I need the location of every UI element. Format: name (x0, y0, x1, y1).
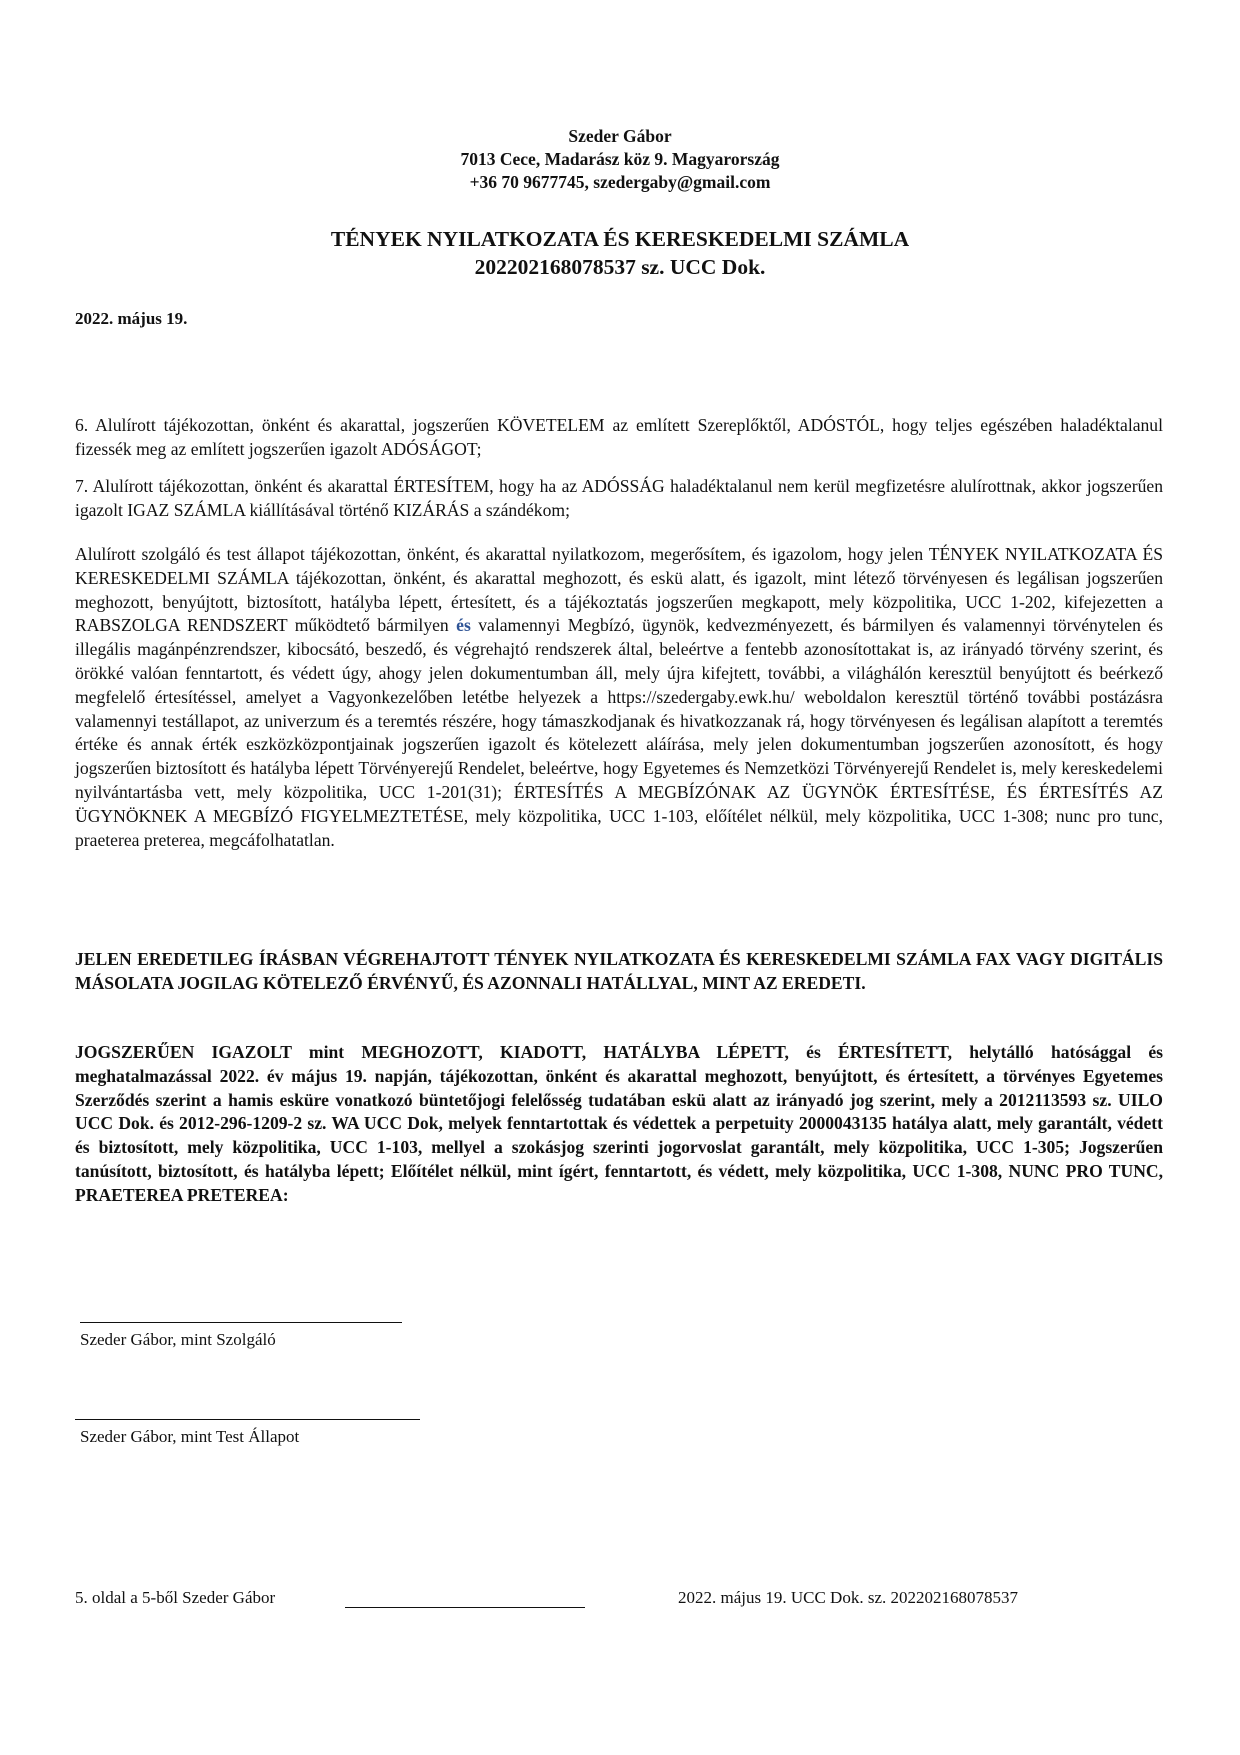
document-title (0, 225, 1240, 281)
footer-page-info: 5. oldal a 5-ből Szeder Gábor (75, 1588, 276, 1607)
certification-paragraph: JOGSZERŰEN IGAZOLT mint MEGHOZOTT, KIADOTT, HATÁLYBA LÉPETT, és ÉRTESÍTETT, helytálló hatósággal és meghatalmazással 2022. év május 19. napján, tájékozottan, önként és akarattal meghozott, benyújtott, és értesített, a törvényes Egyetemes Szerződés szerint a hamis esküre vonatkozó büntetőjogi felelősség tudatában eskü alatt az irányadó jog szerint, mely a 2012113593 sz. UILO UCC Dok. és 2012-296-1209-2 sz. WA UCC Dok, melyek fenntartottak és védettek a perpetuity 2000043135 hatálya alatt, mely garantált, védett és biztosított, mely közpolitika, UCC 1-103, mellyel a szokásjog szerinti jogorvoslat garantált, mely közpolitika, UCC 1-305; Jogszerűen tanúsított, biztosított, és hatályba lépett; Előítélet nélkül, mint ígért, fenntartott, és védett, mely közpolitika, UCC 1-308, NUNC PRO TUNC, PRAETEREA PRETEREA: (75, 1042, 1163, 1205)
signature-label-body-state: Szeder Gábor, mint Test Állapot (80, 1427, 300, 1446)
highlighted-word: és (456, 615, 471, 636)
title-line-2: 202202168078537 sz. UCC Dok. (474, 255, 766, 279)
sender-name: Szeder Gábor (568, 126, 672, 146)
sender-address: 7013 Cece, Madarász köz 9. Magyarország (460, 149, 780, 169)
footer-signature-line (345, 1607, 585, 1608)
declaration-paragraph (75, 543, 1163, 852)
signature-line-servant (80, 1322, 402, 1323)
sender-contact: +36 70 9677745, szedergaby@gmail.com (469, 172, 771, 192)
declaration-text-part-1: Alulírott szolgáló és test állapot tájékozottan, önként, és akarattal nyilatkozom, megerősítem, és igazolom, hogy jelen TÉNYEK NYILATKOZATA ÉS KERESKEDELMI SZÁMLA tájékozottan, önként, és akarattal meghozott, és eskü alatt, és igazolt, mint létező törvényesen és legálisan jogszerűen meghozott, benyújtott, biztosított, hatályba lépett, értesített, és a tájékoztatás jogszerűen megkapott, mely közpolitika, UCC 1-202, kifejezetten a RABSZOLGA RENDSZERT működtető bármilyen (75, 544, 1163, 636)
paragraph-6: 6. Alulírott tájékozottan, önként és akarattal, jogszerűen KÖVETELEM az említett Szereplőktől, ADÓSTÓL, hogy teljes egészében haladéktalanul fizessék meg az említett jogszerűen igazolt ADÓSÁGOT; (75, 415, 1163, 459)
declaration-text-part-2: valamennyi Megbízó, ügynök, kedvezményezett, és bármilyen és valamennyi törvénytelen és illegális magánpénzrendszer, kibocsátó, beszedő, és végrehajtó rendszerek által, beleértve a fentebb azonosítottakat is, az irányadó törvény szerint, és örökké valóan fenntartott, és védett úgy, ahogy jelen dokumentumban áll, mely újra kifejtett, további, a világhálón keresztül benyújtott és beérkező megfelelő értesítéssel, amelyet a Vagyonkezelőben letétbe helyezek a https://szedergaby.ewk.hu/ weboldalon keresztül történő további postázásra valamennyi testállapot, az univerzum és a teremtés részére, hogy támaszkodjanak és hivatkozzanak rá, hogy törvényesen és legálisan alapított a teremtés értéke és annak érték eszközközpontjainak jogszerűen igazolt és kötelezett aláírása, mely jelen dokumentumban jogszerűen azonosított, és hogy jogszerűen biztosított és hatályba lépett Törvényerejű Rendelet, beleértve, hogy Egyetemes és Nemzetközi Törvényerejű Rendelet is, mely kereskedelemi nyilvántartásba vett, mely közpolitika, UCC 1-201(31); ÉRTESÍTÉS A MEGBÍZÓNAK AZ ÜGYNÖK ÉRTESÍTÉSE, ÉS ÉRTESÍTÉS AZ ÜGYNÖKNEK A MEGBÍZÓ FIGYELMEZTETÉSE, mely közpolitika, UCC 1-103, előítélet nélkül, mely közpolitika, UCC 1-308; nunc pro tunc, praeterea preterea, megcáfolhatatlan. (75, 615, 1163, 850)
signature-line-body-state (75, 1419, 420, 1420)
sender-header (0, 125, 1240, 194)
paragraph-7: 7. Alulírott tájékozottan, önként és akarattal ÉRTESÍTEM, hogy ha az ADÓSSÁG haladéktalanul nem kerül megfizetésre alulírottnak, akkor jogszerűen igazolt IGAZ SZÁMLA kiállításával történő KIZÁRÁS a szándékom; (75, 476, 1163, 520)
title-line-1: TÉNYEK NYILATKOZATA ÉS KERESKEDELMI SZÁMLA (330, 227, 910, 251)
footer-document-ref: 2022. május 19. UCC Dok. sz. 202202168078537 (678, 1588, 1018, 1607)
document-date: 2022. május 19. (75, 309, 188, 328)
signature-label-servant: Szeder Gábor, mint Szolgáló (80, 1330, 276, 1349)
copy-validity-paragraph: JELEN EREDETILEG ÍRÁSBAN VÉGREHAJTOTT TÉNYEK NYILATKOZATA ÉS KERESKEDELMI SZÁMLA FAX VAGY DIGITÁLIS MÁSOLATA JOGILAG KÖTELEZŐ ÉRVÉNYŰ, ÉS AZONNALI HATÁLLYAL, MINT AZ EREDETI. (75, 949, 1163, 993)
